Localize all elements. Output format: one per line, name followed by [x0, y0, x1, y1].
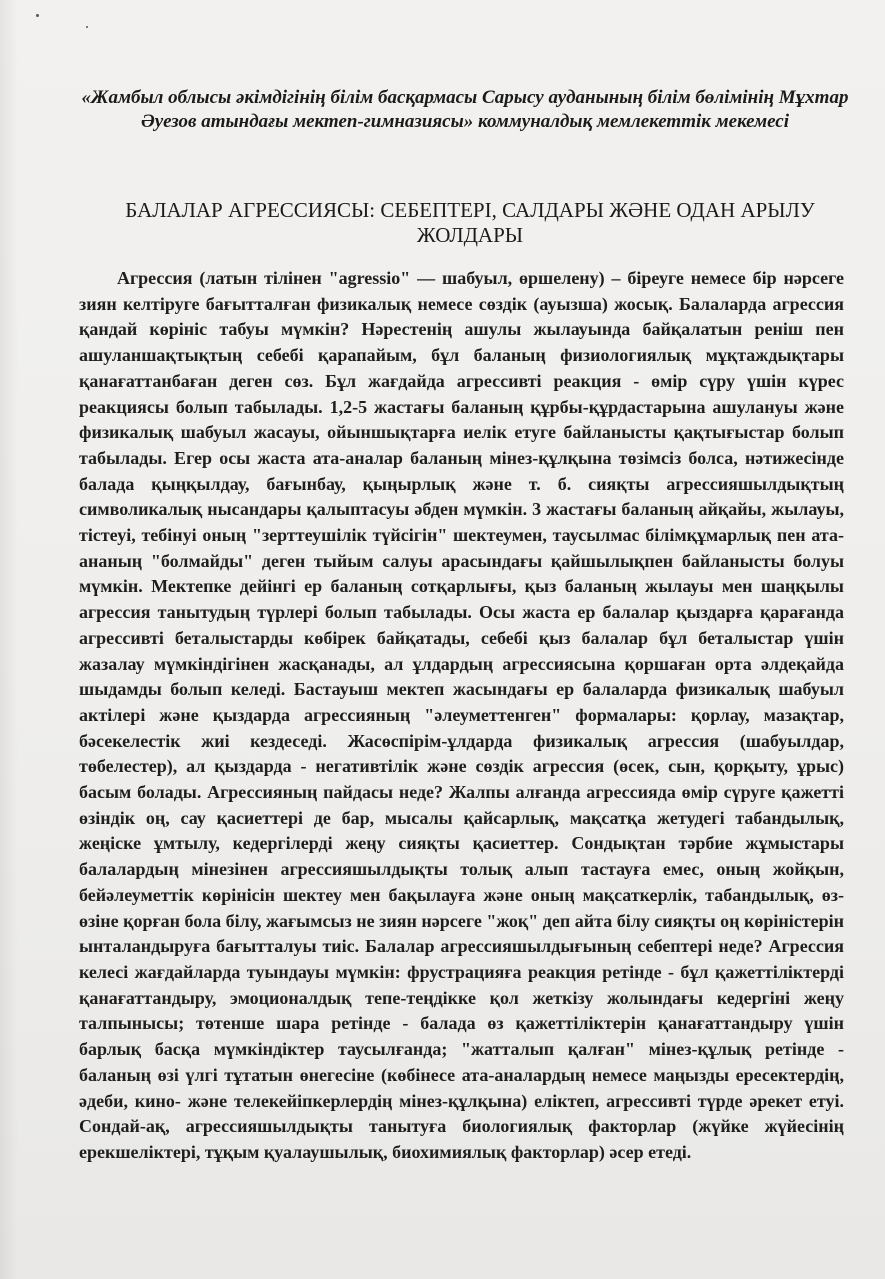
page-edge-shadow — [0, 0, 18, 1279]
body-paragraph: Агрессия (латын тілінен "agressio" — шабуыл, өршелену) – біреуге немесе бір нәрсеге зиян келтіруге бағытталған физикалық немесе сөздік (ауызша) жосық. Балаларда агрессия қандай көрініс табуы мүмкін? Нәрестенің ашулы жылауында байқалатын реніш пен ашуланшақтықтың себебі қарапайым, бұл баланың физиологиялық мұқтаждықтары қанағаттанбаған деген сөз. Бұл жағдайда агрессивті реакция - өмір сүру үшін күрес реакциясы болып табылады. 1,2-5 жастағы баланың құрбы-құрдастарына ашулануы және физикалық шабуыл жасауы, ойыншықтарға иелік етуге байланысты қақтығыстар болып табылады. Егер осы жаста ата-аналар баланың мінез-құлқына төзімсіз болса, нәтижесінде балада қыңқылдау, бағынбау, қыңырлық және т. б. сияқты агрессияшылдықтың символикалық нысандары қалыптасуы әбден мүмкін. 3 жастағы баланың айқайы, жылауы, тістеуі, тебінуі оның "зерттеушілік түйсігін" шектеумен, таусылмас білімқұмарлық пен ата-ананың "болмайды" деген тыйым салуы арасындағы қайшылықпен байланысты болуы мүмкін. Мектепке дейінгі ер баланың сотқарлығы, қыз баланың жылауы мен шаңқылы агрессия танытудың түрлері болып табылады. Осы жаста ер балалар қыздарға қарағанда агрессивті беталыстарды көбірек байқатады, себебі қыз балалар бұл беталыстар үшін жазалау мүмкіндігінен жасқанады, ал ұлдардың агрессиясына қоршаған орта әлдеқайда шыдамды болып келеді. Бастауыш мектеп жасындағы ер балаларда физикалық шабуыл актілері және қыздарда агрессияның "әлеуметтенген" формалары: қорлау, мазақтар, бәсекелестік жиі кездеседі. Жасөспірім-ұлдарда физикалық агрессия (шабуылдар, төбелестер), ал қыздарда - негативтілік және сөздік агрессия (өсек, сын, қорқыту, ұрыс) басым болады. Агрессияның пайдасы неде? Жалпы алғанда агрессияда өмір сүруге қажетті өзіндік оң, сау қасиеттері де бар, мысалы қайсарлық, мақсатқа жетудегі табандылық, жеңіске ұмтылу, кедергілерді жеңу сияқты қасиеттер. Сондықтан тәрбие жұмыстары балалардың мінезінен агрессияшылдықты толық алып тастауға емес, оның жойқын, бейәлеуметтік көрінісін шектеу мен бақылауға және оның мақсаткерлік, табандылық, өз-өзіне қорған бола білу, жағымсыз не зиян нәрсеге "жоқ" деп айта білу сияқты оң көріністерін ынталандыруға бағытталуы тиіс. Балалар агрессияшылдығының себептері неде? Агрессия келесі жағдайларда туындауы мүмкін: фрустрацияға реакция ретінде - бұл қажеттіліктерді қанағаттандыру, эмоционалдық тепе-теңдікке қол жеткізу жолындағы кедергіні жеңу талпынысы; төтенше шара ретінде - балада өз қажеттіліктерін қанағаттандыру үшін барлық басқа мүмкіндіктер таусылғанда; "жатталып қалған" мінез-құлық ретінде - баланың өзі үлгі тұтатын өнегесіне (көбінесе ата-аналардың немесе маңызды ересектердің, әдеби, кино- және телекейіпкерлердің мінез-құлқына) еліктеп, агрессивті түрде әрекет етуі. Сондай-ақ, агрессияшылдықты танытуға биологиялық факторлар (жүйке жүйесінің ерекшеліктері, тұқым қуалаушылық, биохимиялық факторлар) әсер етеді. — [79, 268, 844, 1162]
institution-header: «Жамбыл облысы әкімдігінің білім басқармасы Сарысу ауданының білім бөлімінің Мұхтар Әуезов атындағы мектеп-гимназиясы» коммуналдық мемлекеттік мекемесі — [81, 87, 849, 132]
document-title: БАЛАЛАР АГРЕССИЯСЫ: СЕБЕПТЕРІ, САЛДАРЫ ЖӘНЕ ОДАН АРЫЛУ ЖОЛДАРЫ — [125, 198, 815, 247]
paper-speck — [36, 14, 39, 17]
paper-speck — [86, 26, 88, 28]
